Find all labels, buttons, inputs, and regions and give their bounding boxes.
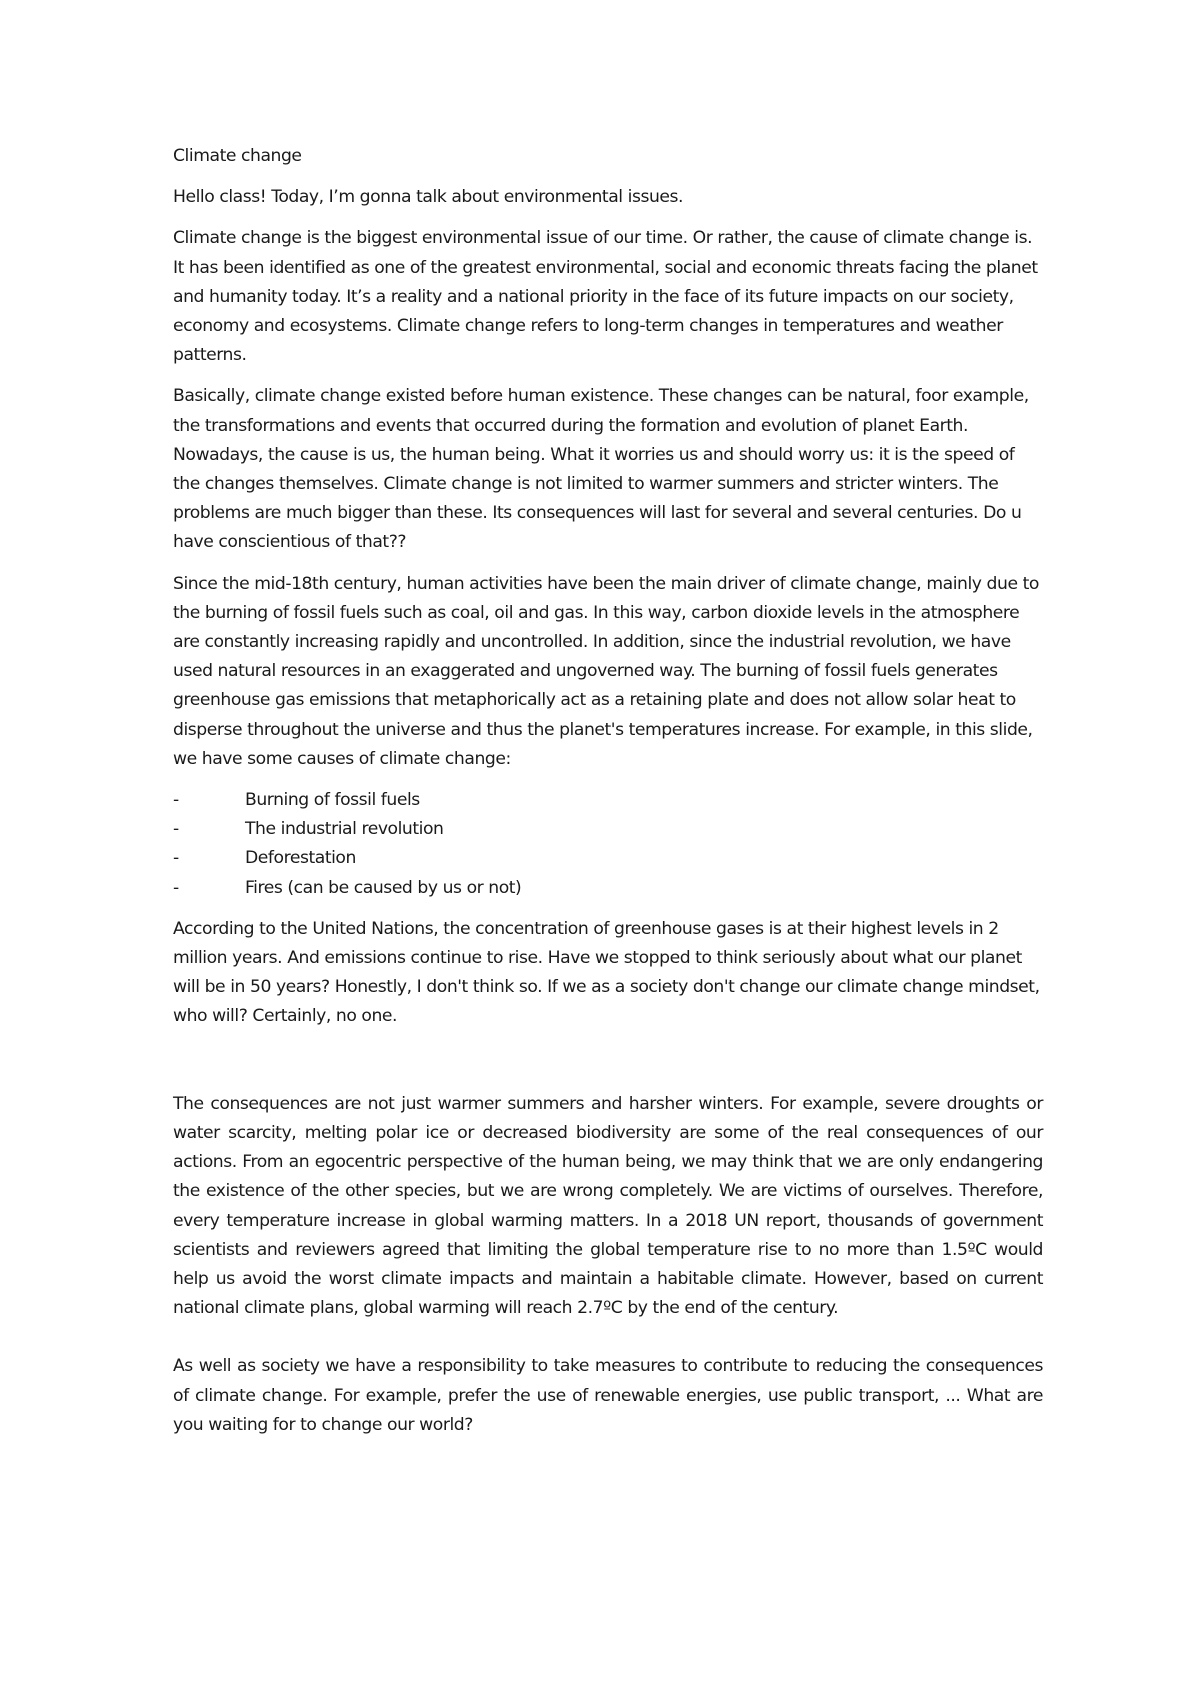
list-item bbox=[173, 874, 1043, 903]
list-dash: - bbox=[173, 819, 179, 840]
since-paragraph: Since the mid-18th century, human activities have been the main driver of climate change, mainly due to the burning of fossil fuels such as coal, oil and gas. In this way, carbon dioxide levels in the atmosphere are constantly increasing rapidly and uncontrolled. In addition, since the industrial revolution, we have used natural resources in an exaggerated and ungoverned way. The burning of fossil fuels generates greenhouse gas emissions that metaphorically act as a retaining plate and does not allow solar heat to disperse throughout the universe and thus the planet's temperatures increase. For example, in this slide, we have some causes of climate change: bbox=[173, 573, 1039, 769]
list-item-text: The industrial revolution bbox=[245, 819, 444, 840]
causes-list bbox=[173, 786, 1043, 903]
list-item bbox=[173, 844, 1043, 873]
responsibility-paragraph: As well as society we have a responsibility to take measures to contribute to reducing the consequences of climate change. For example, prefer the use of renewable energies, use public transport, ... What are you waiting for to change our world? bbox=[173, 1356, 1043, 1435]
list-item-text: Burning of fossil fuels bbox=[245, 790, 420, 811]
un-paragraph: According to the United Nations, the concentration of greenhouse gases is at their highest levels in 2 million years. And emissions continue to rise. Have we stopped to think seriously about what our planet will be in 50 years? Honestly, I don't think so. If we as a society don't change our climate change mindset, who will? Certainly, no one. bbox=[173, 918, 1040, 1027]
list-item-text: Deforestation bbox=[245, 848, 356, 869]
intro-paragraph: Climate change is the biggest environmental issue of our time. Or rather, the cause of climate change is. It has been identified as one of the greatest environmental, social and economic threats facing the planet and humanity today. It’s a reality and a national priority in the face of its future impacts on our society, economy and ecosystems. Climate change refers to long-term changes in temperatures and weather patterns. bbox=[173, 228, 1038, 366]
list-item bbox=[173, 786, 1043, 815]
list-dash: - bbox=[173, 790, 179, 811]
blank-line bbox=[173, 1335, 1043, 1352]
blank-lines bbox=[173, 1044, 1043, 1090]
list-item-text: Fires (can be caused by us or not) bbox=[245, 877, 522, 898]
list-dash: - bbox=[173, 848, 179, 869]
list-dash: - bbox=[173, 877, 179, 898]
list-item bbox=[173, 815, 1043, 844]
greeting-paragraph: Hello class! Today, I’m gonna talk about environmental issues. bbox=[173, 187, 684, 208]
document-title: Climate change bbox=[173, 146, 302, 166]
document-body bbox=[173, 142, 1043, 1452]
basically-paragraph: Basically, climate change existed before human existence. These changes can be natural, foor example, the transformations and events that occurred during the formation and evolution of planet Earth. Nowadays, the cause is us, the human being. What it worries us and should worry us: it is the speed of the changes themselves. Climate change is not limited to warmer summers and stricter winters. The problems are much bigger than these. Its consequences will last for several and several centuries. Do u have conscientious of that?? bbox=[173, 386, 1029, 553]
consequences-paragraph: The consequences are not just warmer summers and harsher winters. For example, severe droughts or water scarcity, melting polar ice or decreased biodiversity are some of the real consequences of our actions. From an egocentric perspective of the human being, we may think that we are only endangering the existence of the other species, but we are wrong completely. We are victims of ourselves. Therefore, every temperature increase in global warming matters. In a 2018 UN report, thousands of government scientists and reviewers agreed that limiting the global temperature rise to no more than 1.5ºC would help us avoid the worst climate impacts and maintain a habitable climate. However, based on current national climate plans, global warming will reach 2.7ºC by the end of the century. bbox=[173, 1093, 1043, 1319]
